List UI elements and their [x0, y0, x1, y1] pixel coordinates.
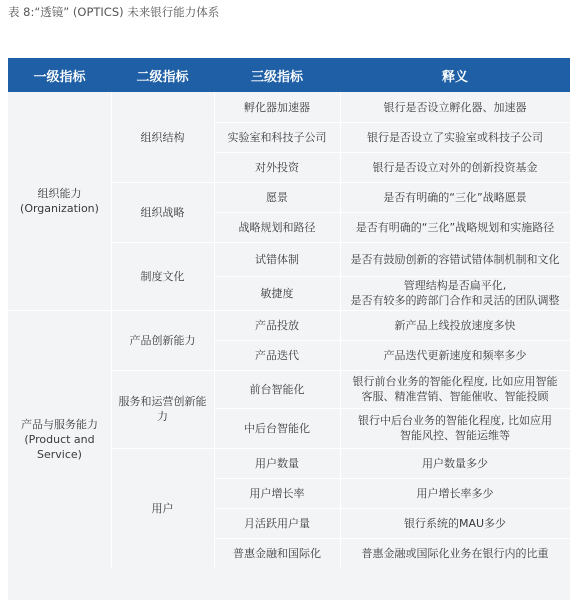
level3-cell: 敏捷度: [260, 286, 294, 300]
row-divider: [214, 182, 570, 183]
header-level2: 二级指标: [136, 69, 189, 85]
meaning-cell: 用户增长率多少: [416, 486, 494, 500]
row-divider: [214, 478, 570, 479]
row-divider: [214, 448, 570, 449]
level2-cell: 用户: [151, 501, 174, 515]
row-divider: [214, 408, 570, 409]
meaning-cell: 银行中后台业务的智能化程度, 比如应用 智能风控、智能运维等: [358, 414, 552, 442]
table-body: [8, 92, 570, 600]
row-divider: [214, 340, 570, 341]
level2-cell: 服务和运营创新能力: [118, 395, 207, 423]
level3-cell: 普惠金融和国际化: [233, 546, 321, 560]
level3-cell: 实验室和科技子公司: [227, 130, 327, 144]
level3-cell: 孵化器加速器: [244, 100, 310, 114]
capability-table: [8, 58, 570, 600]
row-divider: [214, 122, 570, 123]
meaning-cell: 银行是否设立对外的创新投资基金: [372, 160, 538, 174]
header-level3: 三级指标: [250, 69, 303, 85]
row-divider: [214, 242, 570, 243]
meaning-cell: 银行前台业务的智能化程度, 比如应用智能 客服、精准营销、智能催收、智能投顾: [352, 375, 558, 403]
column-divider: [214, 92, 215, 568]
row-divider: [214, 508, 570, 509]
level3-cell: 对外投资: [255, 160, 299, 174]
level3-cell: 月活跃用户量: [244, 516, 310, 530]
row-divider: [214, 370, 570, 371]
meaning-cell: 银行系统的MAU多少: [403, 516, 507, 530]
column-divider: [340, 92, 341, 568]
table-caption: 表 8:“透镜” (OPTICS) 未来银行能力体系: [8, 5, 220, 19]
level3-cell: 产品投放: [255, 318, 299, 332]
row-divider: [214, 538, 570, 539]
meaning-cell: 用户数量多少: [422, 456, 488, 470]
level3-cell: 试错体制: [255, 252, 299, 266]
header-level1: 一级指标: [33, 69, 86, 85]
level3-cell: 产品迭代: [255, 348, 299, 362]
level2-cell: 制度文化: [140, 269, 185, 283]
meaning-cell: 是否有明确的“三化”战略愿景: [383, 190, 527, 204]
row-divider: [214, 276, 570, 277]
meaning-cell: 管理结构是否扁平化, 是否有较多的跨部门合作和灵活的团队调整: [350, 279, 560, 307]
level3-cell: 前台智能化: [249, 382, 305, 396]
meaning-cell: 银行是否设立孵化器、加速器: [383, 100, 527, 114]
level3-cell: 中后台智能化: [244, 421, 310, 435]
level2-cell: 组织结构: [140, 130, 185, 144]
header-meaning: 释义: [441, 69, 468, 85]
table-header: [8, 58, 570, 92]
row-divider: [214, 152, 570, 153]
level3-cell: 愿景: [266, 190, 288, 204]
level3-cell: 战略规划和路径: [238, 220, 316, 234]
level3-cell: 用户数量: [255, 456, 299, 470]
level3-cell: 用户增长率: [249, 486, 305, 500]
meaning-cell: 新产品上线投放速度多快: [394, 318, 516, 332]
column-divider: [111, 92, 112, 568]
meaning-cell: 普惠金融或国际化业务在银行内的比重: [361, 546, 549, 560]
meaning-cell: 是否有明确的“三化”战略规划和实施路径: [355, 220, 555, 234]
level2-cell: 产品创新能力: [129, 333, 196, 347]
meaning-cell: 产品迭代更新速度和频率多少: [383, 348, 527, 362]
level1-cell: 产品与服务能力 (Product and Service): [21, 417, 98, 461]
level2-cell: 组织战略: [140, 205, 185, 219]
meaning-cell: 银行是否设立了实验室或科技子公司: [367, 130, 543, 144]
row-divider: [214, 212, 570, 213]
meaning-cell: 是否有鼓励创新的容错试错体制机制和文化: [350, 252, 560, 266]
level1-cell: 组织能力 (Organization): [20, 187, 99, 215]
row-divider: [214, 310, 570, 311]
